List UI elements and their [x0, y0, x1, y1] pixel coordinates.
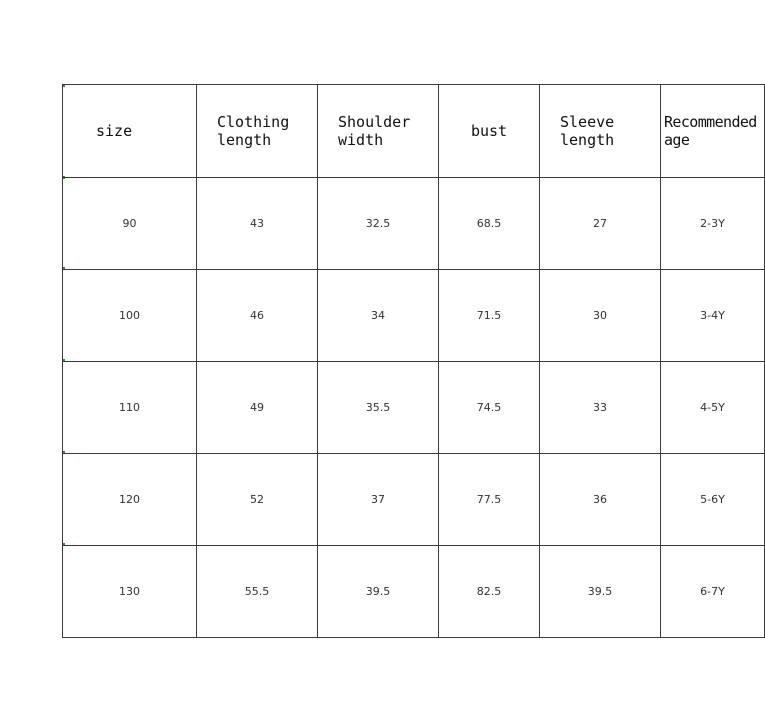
header-sleeve-length	[540, 85, 661, 178]
header-clothing-length-line2: length	[217, 131, 272, 149]
table-row	[63, 454, 765, 546]
header-clothing-length	[197, 85, 318, 178]
cell-sleeve-length: 27	[540, 178, 661, 270]
cell-clothing-length: 49	[197, 362, 318, 454]
cell-clothing-length: 52	[197, 454, 318, 546]
cell-bust: 77.5	[439, 454, 540, 546]
header-shoulder-width-line1: Shoulder	[338, 113, 411, 131]
header-row	[63, 85, 765, 178]
cell-clothing-length: 43	[197, 178, 318, 270]
cell-size: 100	[63, 270, 197, 362]
header-clothing-length-line1: Clothing	[217, 113, 290, 131]
cell-sleeve-length: 30	[540, 270, 661, 362]
header-sleeve-length-line2: length	[560, 131, 615, 149]
cell-sleeve-length: 36	[540, 454, 661, 546]
cell-size: 110	[63, 362, 197, 454]
cell-shoulder-width: 32.5	[318, 178, 439, 270]
cell-shoulder-width: 35.5	[318, 362, 439, 454]
header-recommended-age	[661, 85, 765, 178]
cell-sleeve-length: 39.5	[540, 546, 661, 638]
cell-clothing-length: 46	[197, 270, 318, 362]
header-bust-label: bust	[470, 122, 508, 140]
cell-recommended-age: 6-7Y	[661, 546, 765, 638]
table-row	[63, 546, 765, 638]
header-size-label: size	[96, 122, 133, 140]
cell-shoulder-width: 37	[318, 454, 439, 546]
cell-clothing-length: 55.5	[197, 546, 318, 638]
table-row	[63, 178, 765, 270]
header-size	[63, 85, 197, 178]
cell-bust: 74.5	[439, 362, 540, 454]
size-chart-table	[62, 84, 765, 638]
table-row	[63, 270, 765, 362]
cell-size: 130	[63, 546, 197, 638]
cell-recommended-age: 2-3Y	[661, 178, 765, 270]
cell-shoulder-width: 34	[318, 270, 439, 362]
header-recommended-age-line1: Recommended	[664, 113, 757, 131]
table-row	[63, 362, 765, 454]
header-shoulder-width-line2: width	[338, 131, 384, 149]
header-bust	[439, 85, 540, 178]
cell-recommended-age: 5-6Y	[661, 454, 765, 546]
header-sleeve-length-line1: Sleeve	[560, 113, 615, 131]
cell-bust: 82.5	[439, 546, 540, 638]
cell-bust: 71.5	[439, 270, 540, 362]
cell-recommended-age: 4-5Y	[661, 362, 765, 454]
cell-size: 90	[63, 178, 197, 270]
cell-shoulder-width: 39.5	[318, 546, 439, 638]
cell-size: 120	[63, 454, 197, 546]
cell-bust: 68.5	[439, 178, 540, 270]
header-shoulder-width	[318, 85, 439, 178]
cell-recommended-age: 3-4Y	[661, 270, 765, 362]
cell-sleeve-length: 33	[540, 362, 661, 454]
header-recommended-age-line2: age	[664, 131, 690, 149]
